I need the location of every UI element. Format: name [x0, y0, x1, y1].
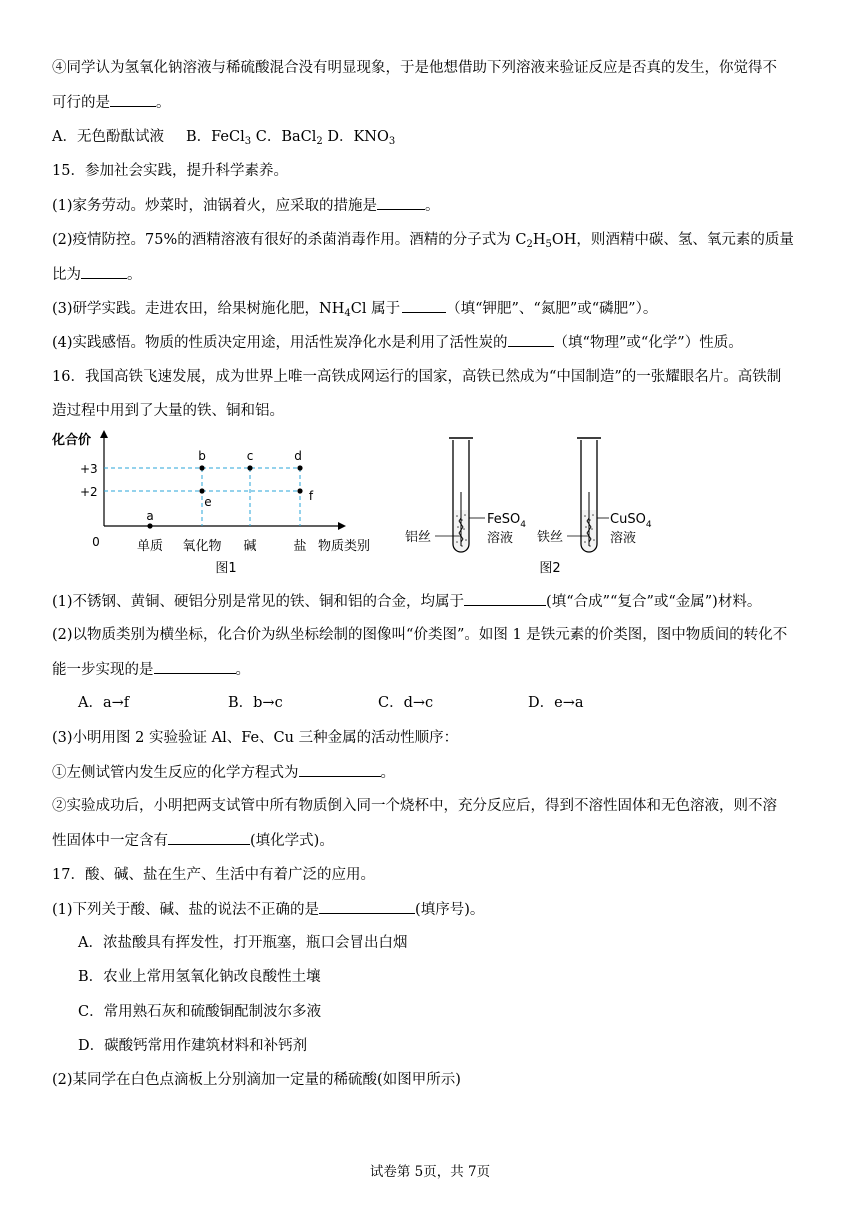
- point-f-label: f: [308, 489, 314, 503]
- answer-blank: [508, 332, 554, 347]
- figure-1-valence-chart: [52, 426, 382, 582]
- option-a: A．无色酚酞试液: [52, 129, 164, 145]
- option-c: C．d→c: [378, 695, 434, 711]
- ytick-plus2: +2: [80, 485, 98, 499]
- q15-part3: (3)研学实践。走进农田，给果树施化肥，$NH_4Cl$ 属于 （填“钾肥”、“氮肥”或“磷肥”）。: [52, 298, 657, 319]
- figure-2-caption: 图2: [539, 561, 561, 576]
- point-d-label: d: [294, 449, 302, 463]
- q16-stem-line1: 16．我国高铁飞速发展，成为世界上唯一高铁成网运行的国家，高铁已然成为“中国制造”的一张耀眼名片。高铁制: [52, 369, 782, 385]
- q17-part1: (1)下列关于酸、碱、盐的说法不正确的是 (填序号)。: [52, 899, 484, 920]
- q16-part2-options: [78, 693, 584, 713]
- q15-part2-line1: (2)疫情防控。75%的酒精溶液有很好的杀菌消毒作用。酒精的分子式为 $C_2H_5OH$，则酒精中碳、氢、氧元素的质量: [52, 232, 794, 250]
- option-d: D．$KNO_3$: [327, 129, 396, 147]
- ytick-plus3: +3: [80, 462, 98, 476]
- q14-4-line1: ④同学认为氢氧化钠溶液与稀硫酸混合没有明显现象，于是他想借助下列溶液来验证反应是否真的发生，你觉得不: [52, 60, 777, 76]
- left-test-tube: [435, 438, 485, 552]
- answer-blank: [464, 591, 546, 606]
- option-b: B．b→c: [228, 695, 283, 711]
- q15-part4: (4)实践感悟。物质的性质决定用途，用活性炭净化水是利用了活性炭的 （填“物理”或“化学”）性质。: [52, 332, 743, 353]
- figure-1-caption: 图1: [215, 561, 237, 576]
- q15-part2-line2: 比为 。: [52, 264, 142, 285]
- answer-blank: [168, 830, 250, 845]
- answer-blank: [402, 298, 446, 313]
- y-axis-label: 化合价: [52, 433, 92, 448]
- q17-option-d: D．碳酸钙常用作建筑材料和补钙剂: [78, 1038, 308, 1054]
- left-solution-label: FeSO$_4$: [487, 512, 526, 530]
- origin-label: 0: [92, 535, 100, 549]
- right-test-tube: [567, 438, 609, 552]
- point-a: [147, 523, 152, 528]
- category-oxide: 氧化物: [182, 539, 222, 554]
- figure-2-test-tubes: [405, 432, 685, 582]
- q15-part1: (1)家务劳动。炒菜时，油锅着火，应采取的措施是 。: [52, 195, 440, 216]
- right-solution-label: CuSO$_4$: [610, 512, 652, 530]
- q17-part2: (2)某同学在白色点滴板上分别滴加一定量的稀硫酸(如图甲所示): [52, 1072, 461, 1088]
- option-d: D．e→a: [528, 695, 584, 711]
- option-c: C．BaCl$_2$: [255, 129, 323, 147]
- page-footer: 试卷第 5页，共 7页: [369, 1164, 491, 1180]
- point-e-label: e: [204, 495, 212, 509]
- q16-part1: (1)不锈钢、黄铜、硬铝分别是常见的铁、铜和铝的合金，均属于 (填“合成”“复合”或“金属”)材料。: [52, 591, 761, 612]
- q14-4-options: [52, 127, 395, 147]
- answer-blank: [154, 659, 236, 674]
- q15-stem: 15．参加社会实践，提升科学素养。: [52, 163, 288, 179]
- answer-blank: [377, 195, 425, 210]
- q16-part2-line2: 能一步实现的是 。: [52, 659, 250, 680]
- point-b: [199, 465, 204, 470]
- q16-part2-line1: (2)以物质类别为横坐标，化合价为纵坐标绘制的图像叫“价类图”。如图 1 是铁元素的价类图，图中物质间的转化不: [52, 627, 788, 643]
- q17-option-b: B．农业上常用氢氧化钠改良酸性土壤: [78, 969, 321, 985]
- option-b: B．FeCl$_3$: [185, 129, 252, 147]
- right-solution-label-2: 溶液: [610, 531, 637, 546]
- point-f: [297, 488, 302, 493]
- point-c-label: c: [246, 449, 254, 463]
- x-axis-arrow: [338, 522, 346, 530]
- q14-4-line2: 可行的是 。: [52, 92, 171, 113]
- answer-blank: [319, 899, 415, 914]
- point-b-label: b: [198, 449, 206, 463]
- q17-option-a: A．浓盐酸具有挥发性，打开瓶塞，瓶口会冒出白烟: [78, 935, 408, 951]
- answer-blank: [299, 762, 381, 777]
- x-axis-label: 物质类别: [317, 539, 371, 554]
- q16-part3-1: ①左侧试管内发生反应的化学方程式为 。: [52, 762, 395, 783]
- category-base: 碱: [243, 539, 257, 554]
- q17-stem: 17．酸、碱、盐在生产、生活中有着广泛的应用。: [52, 867, 375, 883]
- category-salt: 盐: [293, 539, 307, 554]
- point-a-label: a: [146, 509, 154, 523]
- left-wire-label: 铝丝: [405, 530, 432, 545]
- q16-part3-2-line1: ②实验成功后，小明把两支试管中所有物质倒入同一个烧杯中，充分反应后，得到不溶性固体和无色溶液，则不溶: [52, 798, 777, 814]
- answer-blank: [81, 264, 127, 279]
- q17-option-c: C．常用熟石灰和硫酸铜配制波尔多液: [78, 1004, 322, 1020]
- option-a: A．a→f: [78, 695, 130, 711]
- q16-part3: (3)小明用图 2 实验验证 Al、Fe、Cu 三种金属的活动性顺序：: [52, 730, 459, 746]
- point-d: [297, 465, 302, 470]
- y-axis-arrow: [100, 430, 108, 438]
- point-e: [199, 488, 204, 493]
- answer-blank: [110, 92, 156, 107]
- category-element: 单质: [136, 539, 164, 554]
- q16-stem-line2: 造过程中用到了大量的铁、铜和铝。: [52, 403, 284, 419]
- point-c: [247, 465, 252, 470]
- right-wire-label: 铁丝: [537, 530, 564, 545]
- left-solution-label-2: 溶液: [487, 531, 514, 546]
- q16-part3-2-line2: 性固体中一定含有 (填化学式)。: [52, 830, 334, 851]
